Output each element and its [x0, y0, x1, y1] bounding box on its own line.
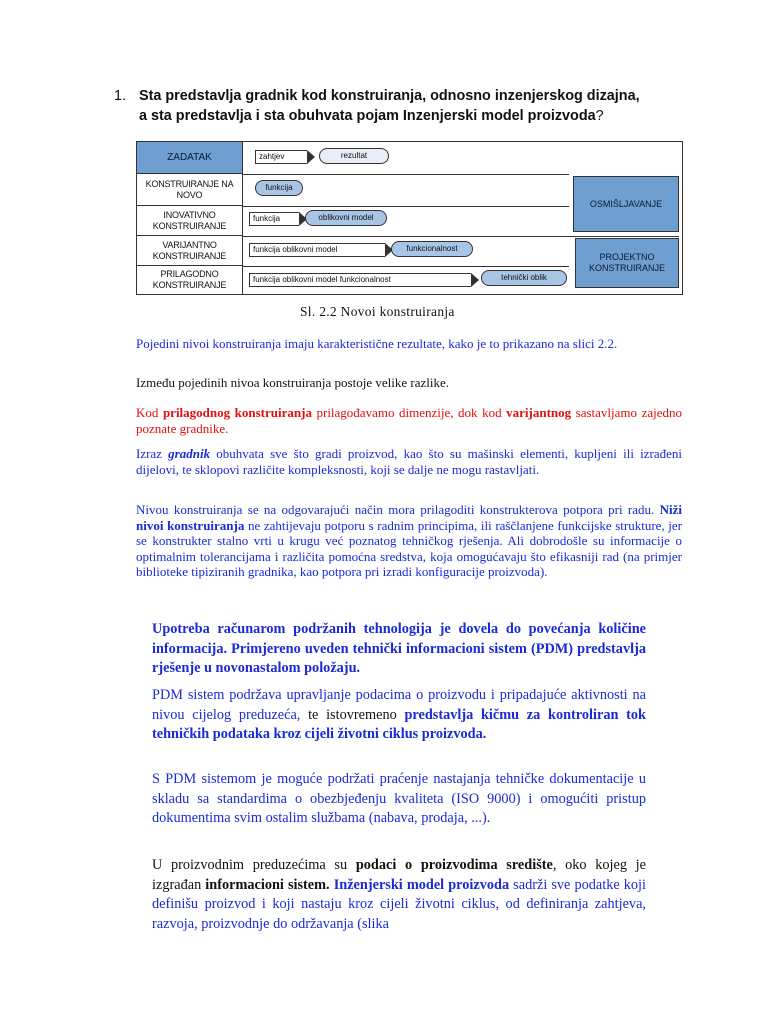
paragraph-potpora — [136, 502, 682, 580]
diagram-cell-varijantno: VARIJANTNO KONSTRUIRANJE — [137, 236, 242, 266]
diagram-divider — [243, 174, 569, 175]
text-span: gradnik — [168, 446, 211, 461]
text-span: ne zahtijevaju potporu s radnim principima, ili raščlanjene funkcijske strukture, jer se konstrukter stalno vrti u krugu već poznatog tehničkog rješenja. Ali dobrodošle su informacije o optimalnim tolerancijama i različita pomoćna sredstva, koja omogućavaju što efikasniji rad (na primjer biblioteke tipiziranih gradnika, kao potpora pri izradi konfiguracije proizvoda). — [136, 517, 683, 579]
text-span: te istovremeno — [300, 706, 405, 723]
pill-oblikovni-model: oblikovni model — [305, 210, 387, 226]
diagram-cell-zadatak: ZADATAK — [137, 142, 242, 174]
pill-funkcija: funkcija — [255, 180, 303, 196]
text-span: prilagodnog konstruiranja — [162, 405, 312, 420]
text-span: U proizvodnim preduzećima su — [152, 857, 356, 873]
paragraph-razlike: Između pojedinih nivoa konstruiranja postoje velike razlike. — [136, 375, 449, 390]
paragraph-pdm-uvod: Upotreba računarom podržanih tehnologija je dovela do povećanja količine informacija. Primjereno uveden tehnički informacioni sistem (PDM) predstavlja rješenje u novonastalom položaju. — [152, 621, 646, 676]
text-span: Niži nivoi konstruiranja — [136, 502, 682, 533]
diagram-cell-inovativno: INOVATIVNO KONSTRUIRANJE — [137, 206, 242, 236]
paragraph-gradnik — [136, 446, 682, 477]
diagram-cell-prilagodno: PRILAGODNO KONSTRUIRANJE — [152, 269, 227, 290]
text-span: Izraz — [136, 446, 169, 461]
text-span: informacioni sistem. — [205, 876, 330, 893]
pill-funkcionalnost: funkcionalnost — [391, 241, 473, 257]
arrow-zahtjev: zahtjev — [255, 150, 307, 164]
paragraph-pdm-dokumentacija: S PDM sistemom je moguće podržati praćenje nastajanja tehničke dokumentacije u skladu sa standardima o obezbjeđenju kvaliteta (ISO 9000) i omogućiti pristup dokumentima svim ostalim službama (nabava, prodaja, ...). — [152, 771, 646, 826]
paragraph-nivoi: Pojedini nivoi konstruiranja imaju karakteristične rezultate, kako je to prikazano na slici 2.2. — [136, 336, 618, 351]
konstruiranje-diagram — [136, 141, 683, 295]
arrow-funkcija-oblikovni: funkcija oblikovni model — [249, 243, 385, 257]
text-span: sadrži sve podatke koji definišu proizvod i koji nastaju kroz cijeli životni ciklus, od definiranja zahtjeva, razvoja, proizvodnje do održavanja (slika — [152, 876, 646, 932]
diagram-divider — [243, 206, 569, 207]
question-line-2: a sta predstavlja i sta obuhvata pojam Inzenjerski model proizvoda — [139, 108, 596, 124]
question-line-1: Sta predstavlja gradnik kod konstruiranja, odnosno inzenjerskog dizajna, — [139, 88, 640, 104]
arrow-funkcija-oblikovni-funkcionalnost: funkcija oblikovni model funkcionalnost — [249, 273, 471, 287]
text-span: Kod — [136, 405, 163, 420]
diagram-left-column — [137, 142, 243, 294]
box-projektno-konstruiranje: PROJEKTNO KONSTRUIRANJE — [575, 238, 679, 288]
text-span: Nivou konstruiranja se na odgovarajući način mora prilagoditi konstrukterova potpora pri radu. — [136, 502, 660, 517]
diagram-cell-novo: KONSTRUIRANJE NA NOVO — [137, 174, 242, 206]
pill-rezultat: rezultat — [319, 148, 389, 164]
pill-tehnicki-oblik: tehnički oblik — [481, 270, 567, 286]
text-span: varijantnog — [506, 405, 572, 420]
question-text — [139, 86, 684, 126]
arrow-funkcija: funkcija — [249, 212, 299, 226]
box-osmisljavanje: OSMIŠLJAVANJE — [573, 176, 679, 232]
diagram-divider — [243, 236, 679, 237]
text-span: prilagođavamo dimenzije, dok kod — [311, 405, 507, 420]
paragraph-pdm-sistem — [152, 686, 646, 745]
text-span: obuhvata sve što gradi proizvod, kao što su mašinski elementi, kupljeni ili izrađeni dijelovi, te sklopovi različite kompleksnosti, koji se dalje ne mogu rastavljati. — [136, 446, 683, 477]
diagram-divider — [243, 266, 569, 267]
text-span: , oko kojeg je izgrađan — [152, 857, 646, 893]
question-number: 1. — [114, 88, 127, 104]
text-span: Inženjerski model proizvoda — [333, 876, 510, 893]
text-span: predstavlja kičmu za kontroliran tok tehničkih podataka kroz cijeli životni ciklus proizvoda. — [152, 706, 646, 742]
paragraph-prilagodno — [136, 405, 682, 436]
text-span: podaci o proizvodima središte — [355, 857, 553, 873]
paragraph-inzenjerski-model — [152, 856, 646, 934]
text-span: PDM sistem podržava upravljanje podacima o proizvodu i pripadajuće aktivnosti na nivou cijelog preduzeća, — [152, 687, 646, 723]
text-span: sastavljamo zajedno poznate gradnike. — [136, 405, 682, 436]
question-mark: ? — [595, 108, 604, 124]
figure-caption: Sl. 2.2 Novoi konstruiranja — [300, 304, 455, 319]
